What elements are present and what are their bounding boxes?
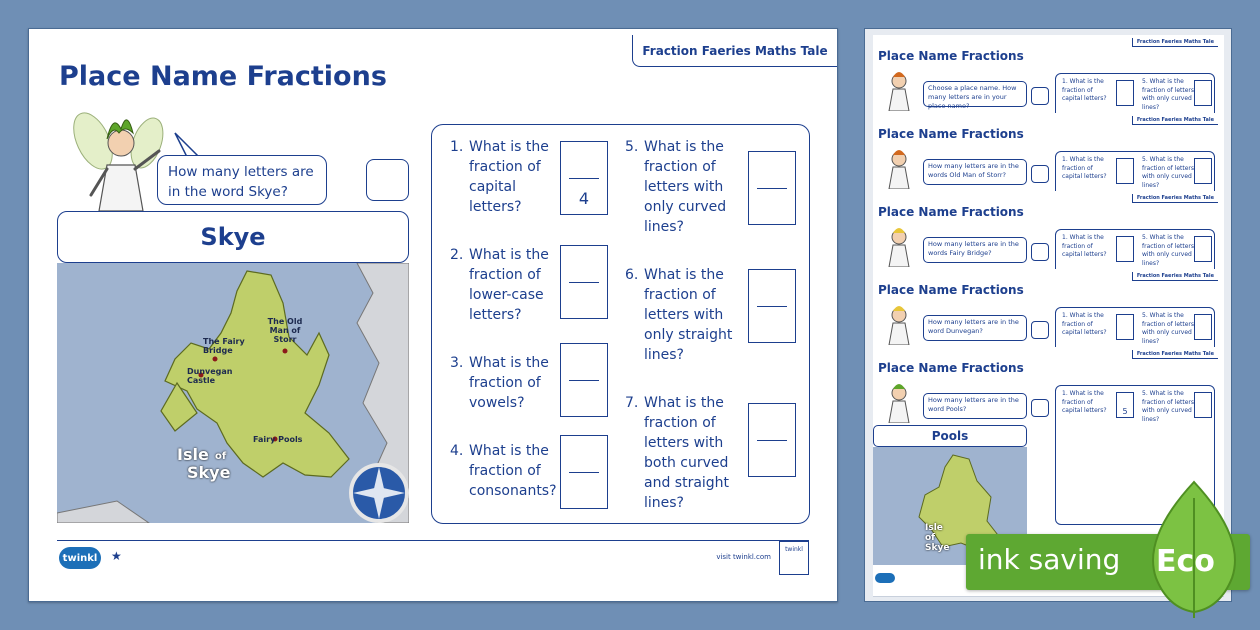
letter-count-answer-box[interactable] (366, 159, 409, 201)
checked-badge-icon: twinkl (779, 541, 809, 575)
answer-box-3[interactable] (560, 343, 608, 417)
star-icon: ★ (111, 549, 122, 563)
map-label-dunvegan: Dunvegan Castle (187, 367, 233, 385)
thumb-bubble: How many letters are in the words Old Man of Storr? (923, 159, 1027, 185)
thumbnail-page-2[interactable] (873, 113, 1224, 193)
thumb-questions: 1. What is the fraction of capital letters? 5 5. What is the fraction of letters with only curved lines? (1055, 385, 1215, 525)
map-title-of: of (215, 451, 227, 462)
map-label-fairy-bridge: The Fairy Bridge (203, 337, 245, 355)
worksheet-preview (28, 28, 838, 602)
map-title-skye: Skye (187, 463, 231, 482)
thumb-title: Place Name Fractions (878, 205, 1024, 219)
ink-saving-label: ink saving (978, 543, 1121, 576)
answer-box-6[interactable] (748, 269, 796, 343)
answer-denominator-1: 4 (578, 189, 590, 208)
answer-box-4[interactable] (560, 435, 608, 509)
answer-box-2[interactable] (560, 245, 608, 319)
thumb-logo (875, 573, 895, 583)
thumb-place-name: Pools (873, 425, 1027, 447)
thumb-questions: 1. What is the fraction of capital letters? 5. What is the fraction of letters with only curved lines? (1055, 229, 1215, 289)
thumb-bubble: Choose a place name. How many letters are in your place name? (923, 81, 1027, 107)
thumb-bubble: How many letters are in the word Pools? (923, 393, 1027, 419)
thumb-questions: 1. What is the fraction of capital letters? 5. What is the fraction of letters with only curved lines? (1055, 151, 1215, 211)
fairy-icon (877, 301, 921, 345)
eco-word: Eco (1156, 544, 1215, 579)
speech-bubble: How many letters are in the word Skye? (157, 155, 327, 205)
thumb-answer-box (1031, 165, 1049, 183)
thumb-title: Place Name Fractions (878, 361, 1024, 375)
series-tag: Fraction Faeries Maths Tale (632, 35, 837, 67)
visit-link[interactable]: visit twinkl.com (716, 553, 771, 561)
thumb-tag: Fraction Faeries Maths Tale (1132, 194, 1218, 203)
thumb-title: Place Name Fractions (878, 283, 1024, 297)
thumb-questions: 1. What is the fraction of capital letters? 5. What is the fraction of letters with only curved lines? (1055, 307, 1215, 367)
map-label-fairy-pools: Fairy Pools (253, 435, 303, 444)
thumb-answer-box (1031, 243, 1049, 261)
thumbnail-page-1[interactable] (873, 35, 1224, 115)
fairy-icon (877, 67, 921, 111)
page-title: Place Name Fractions (59, 61, 387, 92)
thumbnail-page-4[interactable] (873, 269, 1224, 349)
fairy-illustration (55, 103, 165, 213)
thumb-map-title: Isle of Skye (925, 523, 950, 553)
skye-map (57, 263, 409, 523)
thumb-bubble: How many letters are in the words Fairy Bridge? (923, 237, 1027, 263)
thumb-tag: Fraction Faeries Maths Tale (1132, 272, 1218, 281)
twinkl-logo: twinkl (59, 547, 101, 569)
thumb-answer-box (1031, 399, 1049, 417)
thumb-title: Place Name Fractions (878, 127, 1024, 141)
thumb-tag: Fraction Faeries Maths Tale (1132, 350, 1218, 359)
thumb-answer-box (1031, 321, 1049, 339)
answer-box-5[interactable] (748, 151, 796, 225)
thumb-questions: 1. What is the fraction of capital letters? 5. What is the fraction of letters with only curved lines? (1055, 73, 1215, 133)
place-name-banner: Skye (57, 211, 409, 263)
fairy-icon (877, 223, 921, 267)
map-label-old-man: The Old Man of Storr (267, 317, 303, 344)
thumb-bubble: How many letters are in the word Dunvegan? (923, 315, 1027, 341)
answer-box-1[interactable] (560, 141, 608, 215)
thumb-title: Place Name Fractions (878, 49, 1024, 63)
fairy-icon (877, 379, 921, 423)
map-title-isle: Isle (177, 445, 209, 464)
answer-box-7[interactable] (748, 403, 796, 477)
fairy-icon (877, 145, 921, 189)
thumb-answer-box (1031, 87, 1049, 105)
thumb-tag: Fraction Faeries Maths Tale (1132, 116, 1218, 125)
thumbnail-page-3[interactable] (873, 191, 1224, 271)
footer-rule (57, 540, 809, 541)
questions-panel: 1. What is the fraction of capital letters? 4 2. What is the fraction of lower-case letters? 3. What is the fraction of vowels? 4. What is the fraction of consonants? 5. What is the fraction of letters with only curved lines? 6. What is the fraction of letters with only straight lines? 7. What is the fraction of letters with both curved and straight lines? (431, 124, 810, 524)
thumb-tag: Fraction Faeries Maths Tale (1132, 38, 1218, 47)
